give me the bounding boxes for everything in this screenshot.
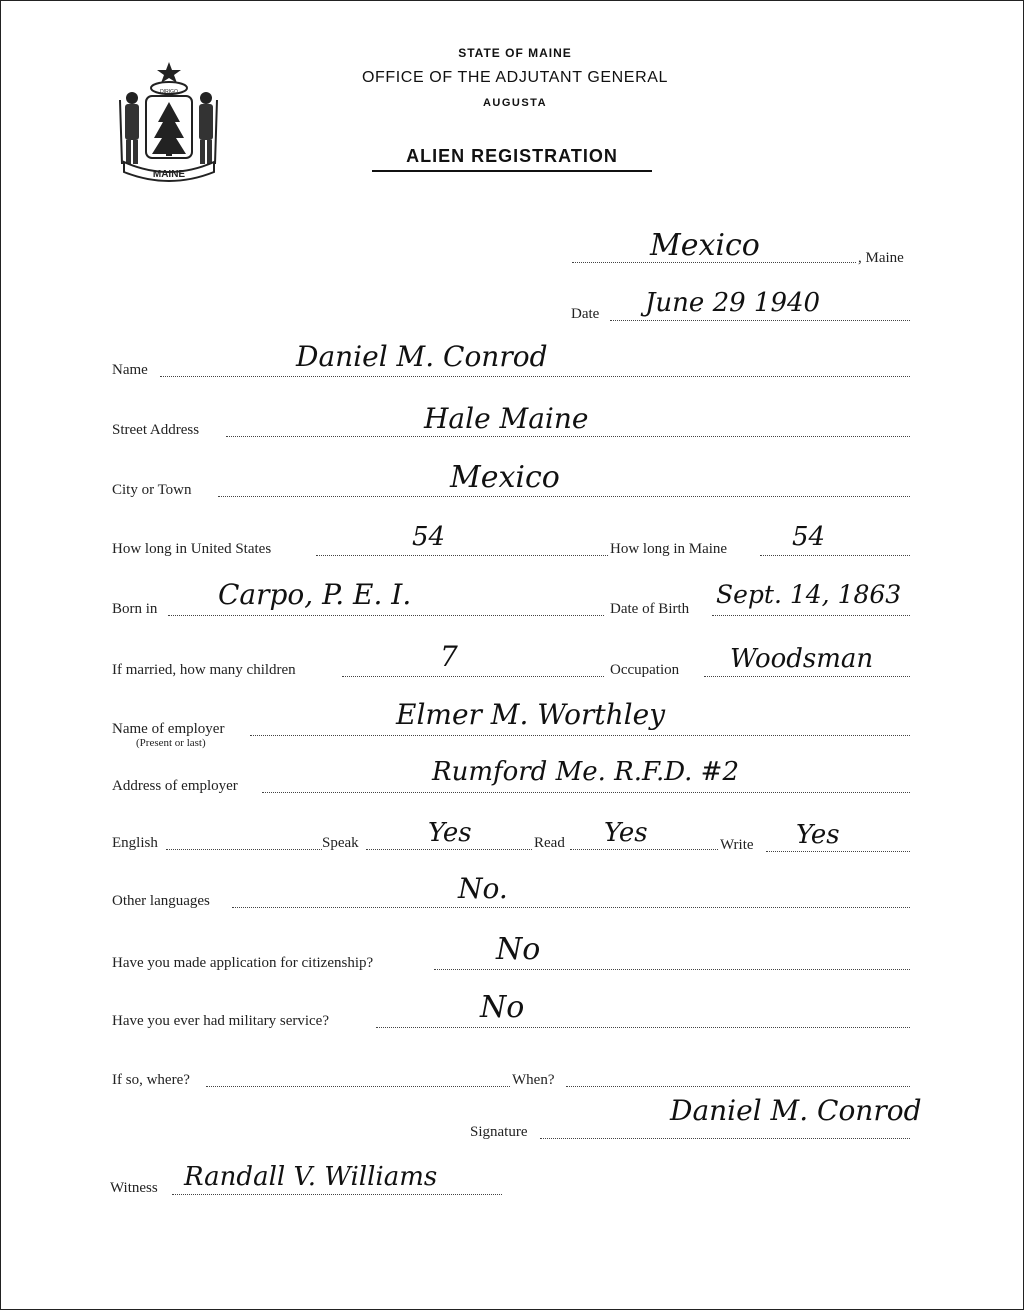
write-label: Write [720,837,754,853]
dob-label: Date of Birth [610,601,690,617]
witness-dotted-line [172,1194,502,1195]
employer-label: Name of employer [112,721,225,737]
city-value: Mexico [450,460,560,495]
occupation-value: Woodsman [730,644,874,674]
other-languages-label: Other languages [112,893,210,909]
us-label: How long in United States [112,541,272,557]
write-value: Yes [796,820,840,850]
form-title: ALIEN REGISTRATION [372,146,652,172]
speak-label: Speak [322,835,359,851]
when-label: When? [512,1072,555,1088]
employer-address-label: Address of employer [112,778,238,794]
when-dotted-line [566,1086,910,1087]
name-dotted-line [160,376,910,377]
english-dotted-line [166,849,322,850]
occupation-label: Occupation [610,662,680,678]
speak-value: Yes [428,818,472,848]
employer-value: Elmer M. Worthley [396,698,666,731]
military-dotted-line [376,1027,910,1028]
born-label: Born in [112,601,158,617]
state-heading: STATE OF MAINE [458,46,572,60]
date-label: Date [571,306,600,322]
maine-label: How long in Maine [610,541,728,557]
us-dotted-line [316,555,608,556]
signature-dotted-line [540,1138,910,1139]
seal-motto: DIRIGO [160,89,178,95]
street-dotted-line [226,436,910,437]
children-label: If married, how many children [112,662,296,678]
name-value: Daniel M. Conrod [296,340,548,373]
signature-value: Daniel M. Conrod [670,1094,922,1127]
date-dotted-line [610,320,910,321]
us-value: 54 [412,522,446,552]
citizenship-dotted-line [434,969,910,970]
witness-label: Witness [110,1180,158,1196]
employer-sublabel: (Present or last) [136,737,206,749]
speak-dotted-line [366,849,532,850]
employer-address-value: Rumford Me. R.F.D. #2 [432,757,739,787]
read-label: Read [534,835,565,851]
citizenship-label: Have you made application for citizenship? [112,955,374,971]
employer-address-dotted-line [262,792,910,793]
employer-dotted-line [250,735,910,736]
city-heading: AUGUSTA [482,97,548,109]
date-value: June 29 1940 [645,288,821,318]
signature-label: Signature [470,1124,528,1140]
seal-banner-text: MAINE [152,169,186,180]
occupation-dotted-line [704,676,910,677]
street-label: Street Address [112,422,200,438]
city-dotted-line [218,496,910,497]
military-label: Have you ever had military service? [112,1013,329,1029]
other-languages-dotted-line [232,907,910,908]
born-dotted-line [168,615,604,616]
where-dotted-line [206,1086,510,1087]
dob-dotted-line [712,615,910,616]
write-dotted-line [766,851,910,852]
office-heading: OFFICE OF THE ADJUTANT GENERAL [361,69,669,86]
street-value: Hale Maine [424,402,589,435]
children-dotted-line [342,676,604,677]
witness-value: Randall V. Williams [184,1162,438,1192]
born-value: Carpo, P. E. I. [218,578,412,611]
english-label: English [112,835,158,851]
citizenship-value: No [496,932,541,967]
read-dotted-line [570,849,718,850]
maine-value: 54 [792,522,826,552]
maine-state-seal [110,56,228,186]
place-label: , Maine [858,250,904,266]
maine-dotted-line [760,555,910,556]
place-value: Mexico [650,228,760,263]
read-value: Yes [604,818,648,848]
city-label: City or Town [112,482,192,498]
children-value: 7 [440,640,458,673]
where-label: If so, where? [112,1072,190,1088]
dob-value: Sept. 14, 1863 [716,580,902,609]
name-label: Name [112,362,148,378]
military-value: No [480,990,525,1025]
other-languages-value: No. [458,872,508,905]
